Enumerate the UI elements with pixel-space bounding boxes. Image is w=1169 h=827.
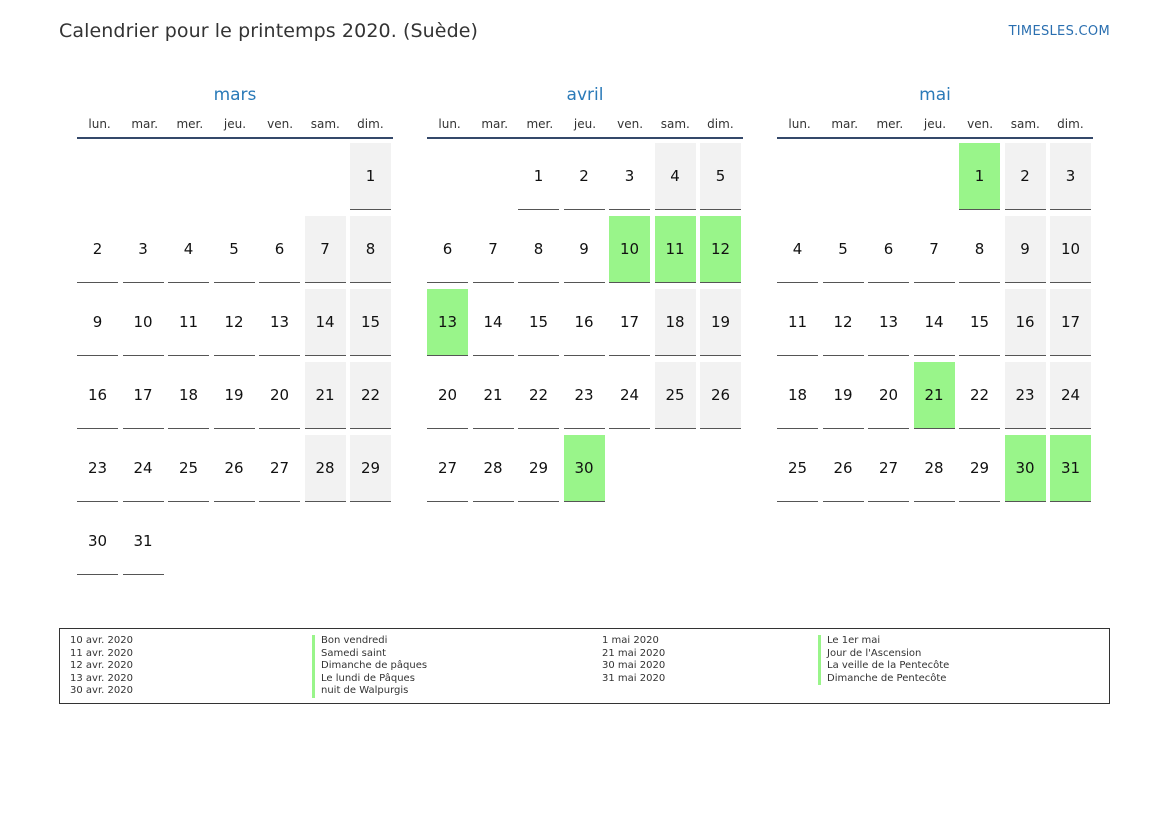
day-cell: 5	[700, 143, 741, 210]
day-cell: 27	[868, 435, 909, 502]
day-cell: 25	[777, 435, 818, 502]
holiday-day-cell: 31	[1050, 435, 1091, 502]
weekday-label: mer.	[526, 117, 554, 131]
holiday-legend	[59, 628, 1110, 704]
legend-date: 1 mai 2020	[602, 635, 659, 646]
day-cell: 20	[259, 362, 300, 429]
day-cell: 22	[959, 362, 1000, 429]
weekday-label: dim.	[707, 117, 734, 131]
weekday-label: sam.	[660, 117, 690, 131]
legend-left-dates	[70, 635, 133, 698]
day-cell: 28	[473, 435, 514, 502]
legend-holiday-name: Jour de l'Ascension	[818, 648, 949, 661]
month-may	[777, 83, 1093, 477]
weekday-label: lun.	[788, 117, 811, 131]
day-cell: 26	[823, 435, 864, 502]
day-cell: 23	[564, 362, 605, 429]
legend-holiday-name: Le lundi de Pâques	[312, 673, 427, 686]
legend-date: 12 avr. 2020	[70, 660, 133, 671]
legend-right-names	[818, 635, 949, 685]
day-cell: 3	[123, 216, 164, 283]
day-cell: 17	[1050, 289, 1091, 356]
day-cell: 15	[959, 289, 1000, 356]
page-title: Calendrier pour le printemps 2020. (Suède)	[59, 20, 479, 42]
weekday-label: mar.	[481, 117, 509, 131]
day-cell: 20	[868, 362, 909, 429]
legend-holiday-name: Samedi saint	[312, 648, 427, 661]
day-cell: 10	[1050, 216, 1091, 283]
weekday-label: ven.	[267, 117, 294, 131]
day-cell: 18	[168, 362, 209, 429]
day-cell: 25	[655, 362, 696, 429]
weekday-label: lun.	[88, 117, 111, 131]
holiday-day-cell: 30	[1005, 435, 1046, 502]
day-cell: 9	[77, 289, 118, 356]
day-cell: 15	[518, 289, 559, 356]
legend-right-dates	[602, 635, 665, 685]
legend-date: 11 avr. 2020	[70, 647, 133, 659]
holiday-day-cell: 1	[959, 143, 1000, 210]
day-cell: 8	[959, 216, 1000, 283]
day-cell: 3	[1050, 143, 1091, 210]
day-cell: 16	[564, 289, 605, 356]
day-cell: 4	[777, 216, 818, 283]
legend-left-names	[312, 635, 427, 698]
day-cell: 29	[959, 435, 1000, 502]
legend-holiday-name: Dimanche de pâques	[312, 660, 427, 673]
day-cell: 8	[350, 216, 391, 283]
weekday-label: mar.	[831, 117, 859, 131]
weekday-header	[427, 111, 743, 139]
day-cell: 2	[1005, 143, 1046, 210]
weekday-label: mer.	[876, 117, 904, 131]
legend-holiday-name: Le 1er mai	[818, 635, 949, 648]
weekday-label: ven.	[967, 117, 994, 131]
legend-date: 21 mai 2020	[602, 647, 666, 659]
weekday-label: dim.	[1057, 117, 1084, 131]
month-march	[77, 83, 393, 550]
day-cell: 1	[518, 143, 559, 210]
day-cell: 7	[305, 216, 346, 283]
day-cell: 27	[427, 435, 468, 502]
legend-date: 30 avr. 2020	[70, 685, 133, 696]
weekday-header	[77, 111, 393, 139]
holiday-day-cell: 11	[655, 216, 696, 283]
day-cell: 8	[518, 216, 559, 283]
day-cell: 4	[168, 216, 209, 283]
day-cell: 26	[700, 362, 741, 429]
weekday-label: dim.	[357, 117, 384, 131]
day-cell: 27	[259, 435, 300, 502]
legend-date: 30 mai 2020	[602, 660, 666, 671]
legend-date: 31 mai 2020	[602, 672, 666, 684]
day-cell: 24	[123, 435, 164, 502]
day-cell: 11	[777, 289, 818, 356]
month-april	[427, 83, 743, 477]
day-cell: 1	[350, 143, 391, 210]
day-cell: 23	[1005, 362, 1046, 429]
legend-holiday-name: Bon vendredi	[312, 635, 427, 648]
legend-date: 13 avr. 2020	[70, 672, 133, 684]
day-cell: 13	[259, 289, 300, 356]
weekday-label: mer.	[176, 117, 204, 131]
day-cell: 22	[350, 362, 391, 429]
day-cell: 17	[123, 362, 164, 429]
day-cell: 3	[609, 143, 650, 210]
day-cell: 13	[868, 289, 909, 356]
day-cell: 26	[214, 435, 255, 502]
holiday-day-cell: 10	[609, 216, 650, 283]
day-cell: 16	[77, 362, 118, 429]
legend-holiday-name: nuit de Walpurgis	[312, 685, 427, 698]
weekday-label: sam.	[1010, 117, 1040, 131]
day-cell: 2	[77, 216, 118, 283]
day-cell: 4	[655, 143, 696, 210]
weekday-label: ven.	[617, 117, 644, 131]
day-cell: 24	[1050, 362, 1091, 429]
day-cell: 6	[427, 216, 468, 283]
day-cell: 18	[777, 362, 818, 429]
day-cell: 9	[564, 216, 605, 283]
weekday-header	[777, 111, 1093, 139]
weekday-label: mar.	[131, 117, 159, 131]
day-cell: 14	[473, 289, 514, 356]
day-cell: 5	[214, 216, 255, 283]
weekday-label: jeu.	[223, 117, 247, 131]
legend-holiday-name: Dimanche de Pentecôte	[818, 673, 949, 686]
holiday-day-cell: 21	[914, 362, 955, 429]
holiday-day-cell: 30	[564, 435, 605, 502]
day-cell: 19	[700, 289, 741, 356]
day-cell: 19	[214, 362, 255, 429]
day-cell: 15	[350, 289, 391, 356]
holiday-day-cell: 13	[427, 289, 468, 356]
day-cell: 7	[473, 216, 514, 283]
day-cell: 21	[473, 362, 514, 429]
day-cell: 11	[168, 289, 209, 356]
legend-holiday-name: La veille de la Pentecôte	[818, 660, 949, 673]
legend-date: 10 avr. 2020	[70, 635, 133, 646]
day-cell: 5	[823, 216, 864, 283]
day-cell: 2	[564, 143, 605, 210]
day-cell: 29	[350, 435, 391, 502]
day-cell: 6	[868, 216, 909, 283]
month-name: mai	[919, 85, 951, 105]
day-cell: 23	[77, 435, 118, 502]
day-cell: 12	[823, 289, 864, 356]
day-cell: 30	[77, 508, 118, 575]
month-name: mars	[213, 85, 257, 105]
weekday-label: jeu.	[923, 117, 947, 131]
day-cell: 20	[427, 362, 468, 429]
day-cell: 18	[655, 289, 696, 356]
weekday-label: jeu.	[573, 117, 597, 131]
day-cell: 22	[518, 362, 559, 429]
month-name: avril	[566, 85, 604, 105]
day-cell: 9	[1005, 216, 1046, 283]
weekday-label: sam.	[310, 117, 340, 131]
day-cell: 16	[1005, 289, 1046, 356]
day-cell: 25	[168, 435, 209, 502]
brand-link[interactable]: TIMESLES.COM	[1008, 24, 1110, 39]
day-cell: 6	[259, 216, 300, 283]
day-cell: 14	[305, 289, 346, 356]
day-cell: 24	[609, 362, 650, 429]
day-cell: 29	[518, 435, 559, 502]
day-cell: 17	[609, 289, 650, 356]
day-cell: 10	[123, 289, 164, 356]
day-cell: 14	[914, 289, 955, 356]
day-cell: 21	[305, 362, 346, 429]
day-cell: 7	[914, 216, 955, 283]
weekday-label: lun.	[438, 117, 461, 131]
holiday-day-cell: 12	[700, 216, 741, 283]
day-cell: 28	[914, 435, 955, 502]
day-cell: 12	[214, 289, 255, 356]
day-cell: 31	[123, 508, 164, 575]
day-cell: 19	[823, 362, 864, 429]
day-cell: 28	[305, 435, 346, 502]
